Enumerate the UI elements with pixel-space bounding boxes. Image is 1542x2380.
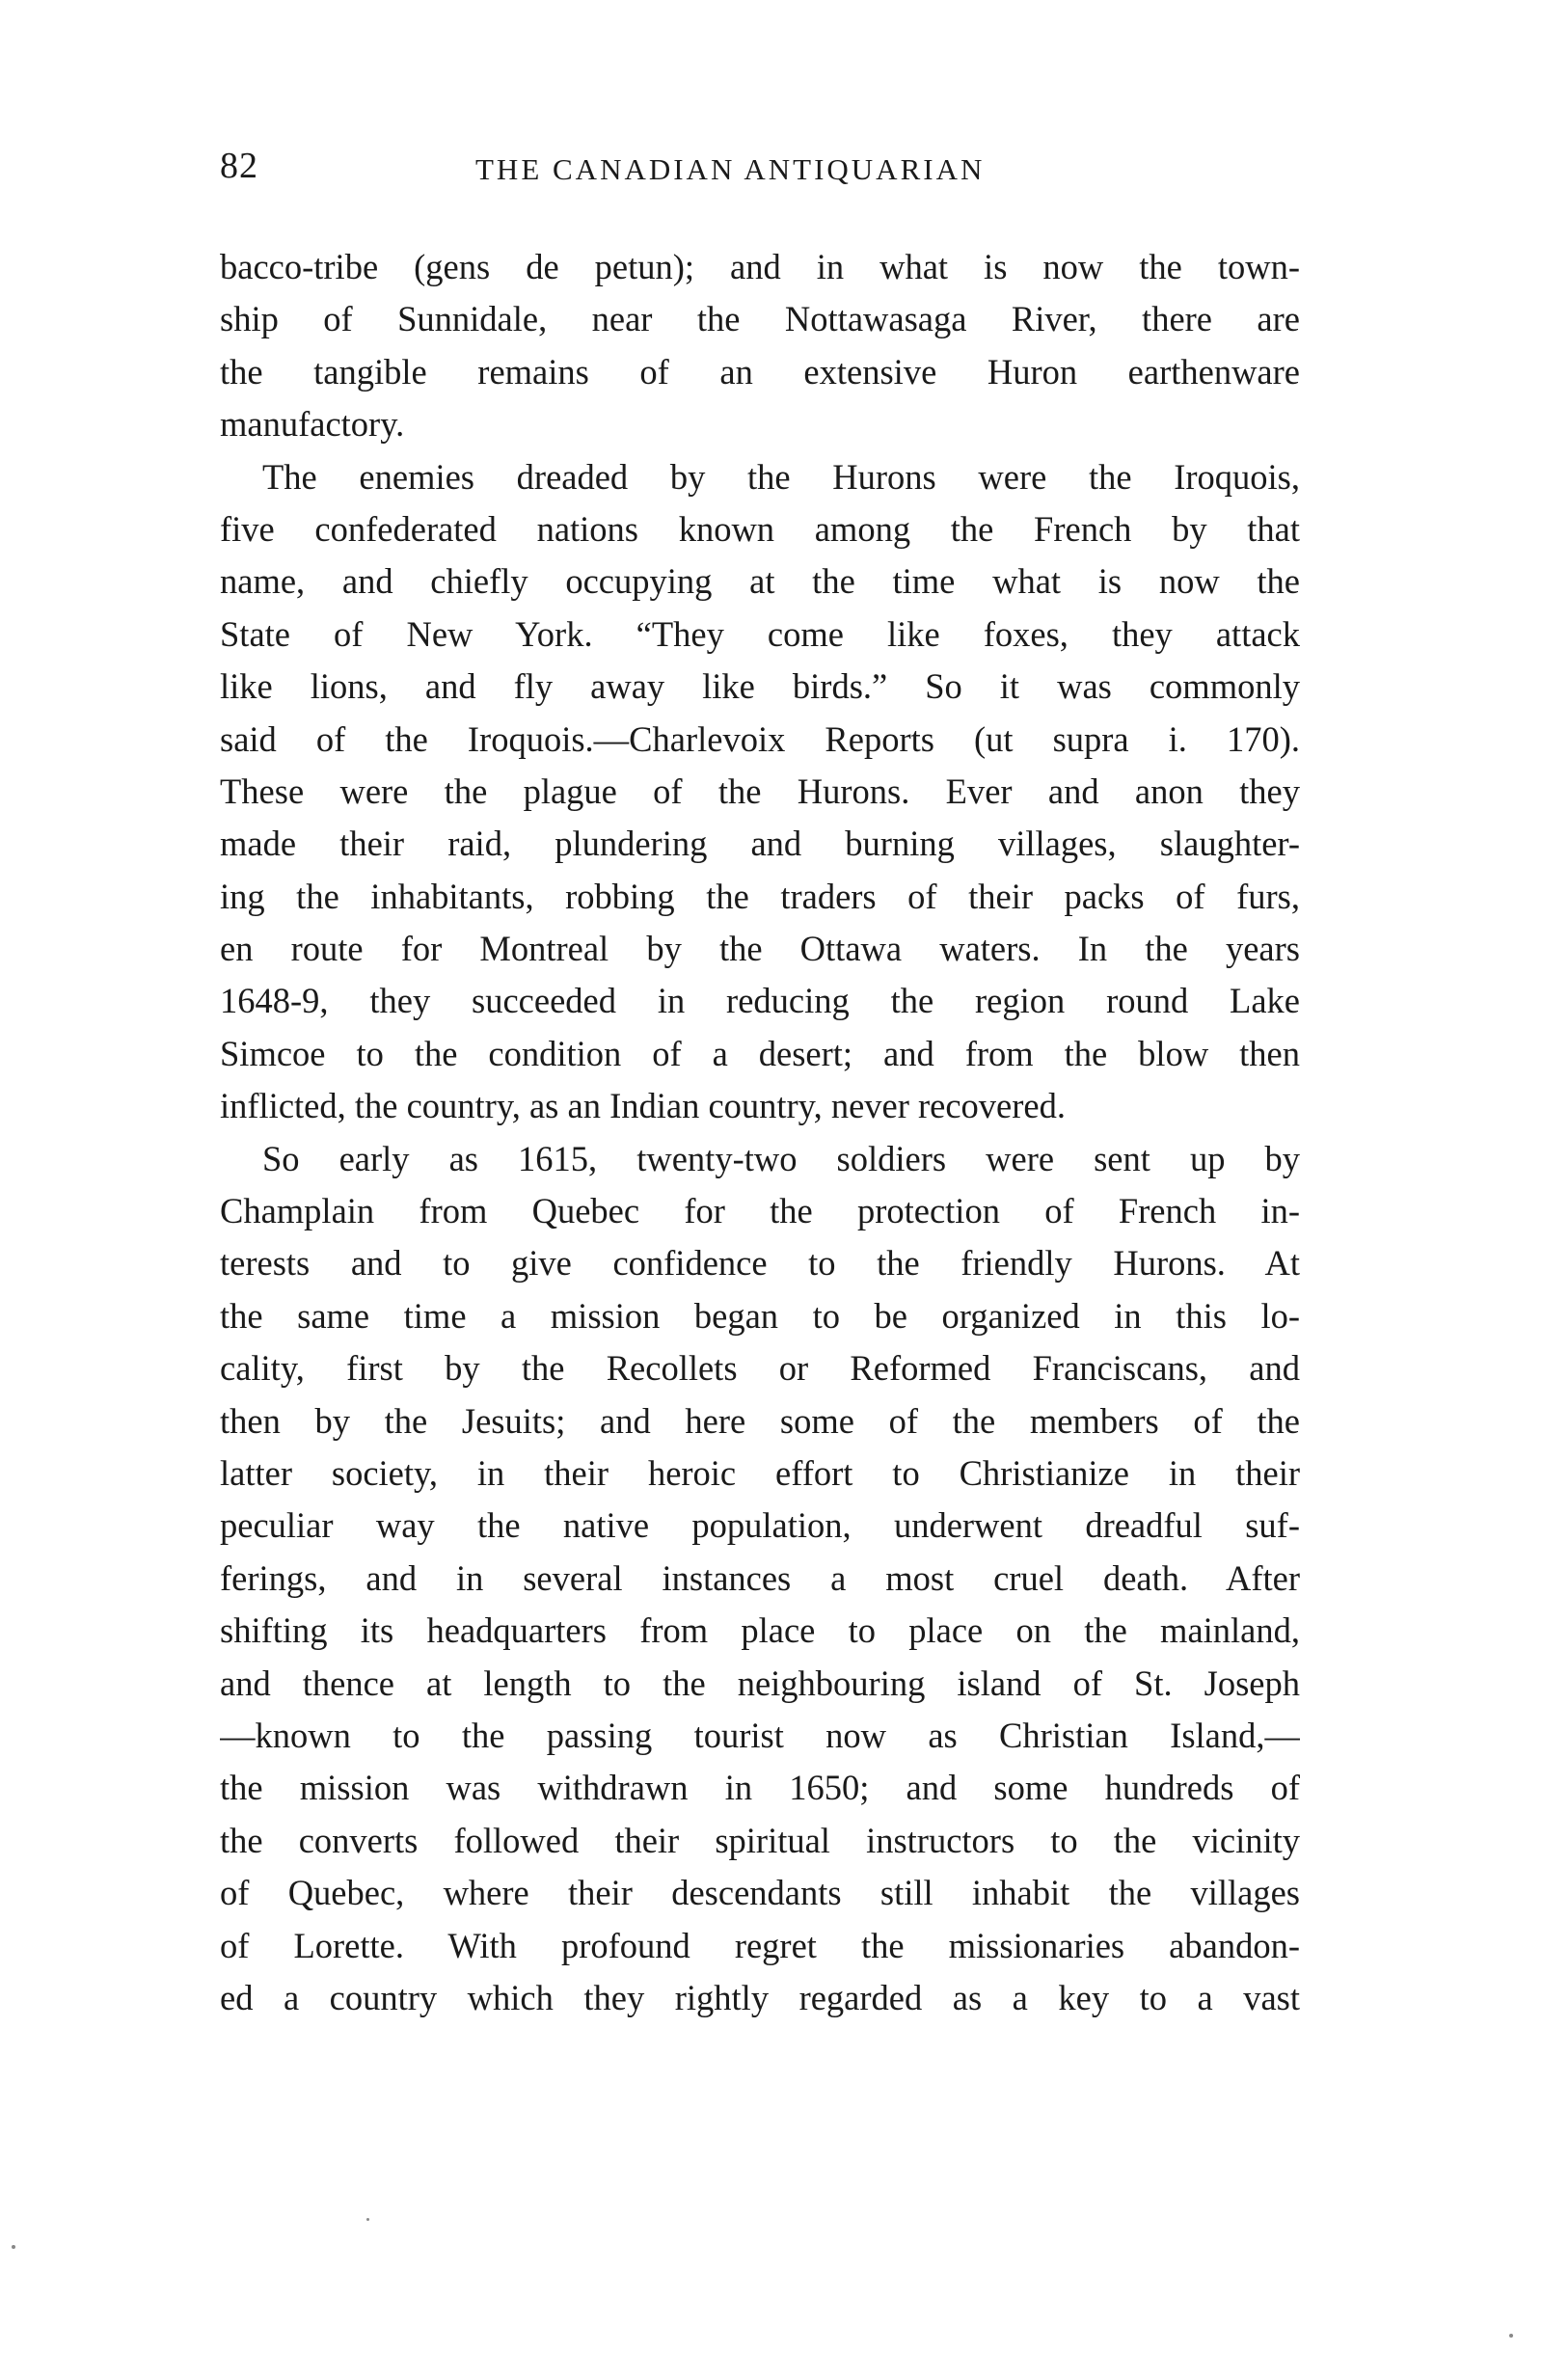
text-line: and thence at length to the neighbouring island of St. Joseph bbox=[220, 1663, 1300, 1703]
text-line: 1648-9, they succeeded in reducing the region round Lake bbox=[220, 981, 1300, 1021]
text-line: inflicted, the country, as an Indian country, never recovered. bbox=[220, 1086, 1066, 1126]
text-line: made their raid, plundering and burning villages, slaughter- bbox=[220, 824, 1300, 864]
text-line: the converts followed their spiritual instructors to the vicinity bbox=[220, 1820, 1300, 1860]
text-line: of Quebec, where their descendants still inhabit the villages bbox=[220, 1873, 1300, 1913]
running-title: THE CANADIAN ANTIQUARIAN bbox=[475, 152, 986, 186]
text-line: —known to the passing tourist now as Christian Island,— bbox=[220, 1715, 1300, 1755]
text-line: like lions, and fly away like birds.” So it was commonly bbox=[220, 666, 1300, 707]
text-line: shifting its headquarters from place to place on the mainland, bbox=[220, 1610, 1300, 1651]
body-text bbox=[220, 241, 1300, 2024]
scan-speck bbox=[366, 2218, 369, 2221]
text-line: the mission was withdrawn in 1650; and some hundreds of bbox=[220, 1768, 1300, 1808]
text-line: latter society, in their heroic effort to Christianize in their bbox=[220, 1452, 1300, 1493]
paragraph-start-line: The enemies dreaded by the Hurons were the Iroquois, bbox=[262, 456, 1300, 497]
text-line: manufactory. bbox=[220, 404, 405, 445]
text-line: ferings, and in several instances a most cruel death. After bbox=[220, 1557, 1300, 1598]
text-line: the tangible remains of an extensive Huron earthenware bbox=[220, 351, 1300, 392]
scan-speck bbox=[1509, 2334, 1513, 2338]
text-line: five confederated nations known among the French by that bbox=[220, 508, 1300, 549]
text-line: peculiar way the native population, underwent dreadful suf- bbox=[220, 1505, 1300, 1546]
paragraph-start-line: So early as 1615, twenty-two soldiers were sent up by bbox=[262, 1138, 1300, 1178]
text-line: ing the inhabitants, robbing the traders of their packs of furs, bbox=[220, 876, 1300, 916]
text-line: Champlain from Quebec for the protection of French in- bbox=[220, 1191, 1300, 1231]
text-line: cality, first by the Recollets or Reformed Franciscans, and bbox=[220, 1348, 1300, 1389]
text-line: en route for Montreal by the Ottawa waters. In the years bbox=[220, 929, 1300, 969]
scan-speck bbox=[12, 2245, 15, 2249]
text-line: said of the Iroquois.—Charlevoix Reports (ut supra i. 170). bbox=[220, 718, 1300, 759]
text-line: Simcoe to the condition of a desert; and from the blow then bbox=[220, 1033, 1300, 1073]
text-line: then by the Jesuits; and here some of the members of the bbox=[220, 1400, 1300, 1441]
text-line: State of New York. “They come like foxes, they attack bbox=[220, 613, 1300, 654]
text-line: name, and chiefly occupying at the time what is now the bbox=[220, 561, 1300, 602]
text-line: ship of Sunnidale, near the Nottawasaga River, there are bbox=[220, 299, 1300, 339]
text-line: the same time a mission began to be organized in this lo- bbox=[220, 1295, 1300, 1336]
text-line: ed a country which they rightly regarded as a key to a vast bbox=[220, 1977, 1300, 2017]
page-number: 82 bbox=[220, 146, 258, 186]
running-head bbox=[0, 145, 1542, 203]
text-line: bacco-tribe (gens de petun); and in what is now the town- bbox=[220, 247, 1300, 286]
text-line: of Lorette. With profound regret the missionaries abandon- bbox=[220, 1925, 1300, 1965]
text-line: terests and to give confidence to the friendly Hurons. At bbox=[220, 1243, 1300, 1284]
text-line: These were the plague of the Hurons. Ever and anon they bbox=[220, 771, 1300, 811]
